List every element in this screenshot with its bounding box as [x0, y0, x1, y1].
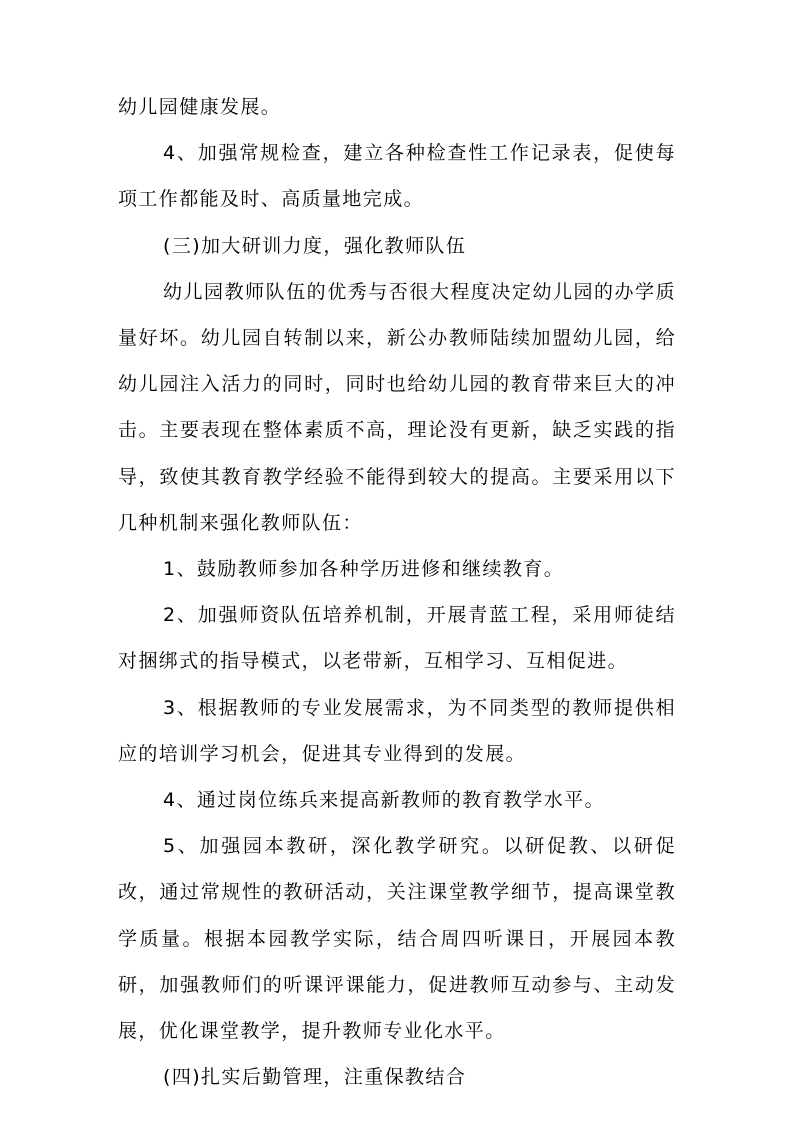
- section-heading-3: (三)加大研训力度，强化教师队伍: [163, 234, 467, 257]
- paragraph-item-3: 3、根据教师的专业发展需求，为不同类型的教师提供相应的培训学习机会，促进其专业得到的发展。: [118, 696, 676, 765]
- paragraph-teacher-team: 幼儿园教师队伍的优秀与否很大程度决定幼儿园的办学质量好坏。幼儿园自转制以来，新公办教师陆续加盟幼儿园，给幼儿园注入活力的同时，同时也给幼儿园的教育带来巨大的冲击。主要表现在整体素质不高，理论没有更新，缺乏实践的指导，致使其教育教学经验不能得到较大的提高。主要采用以下几种机制来强化教师队伍：: [118, 280, 676, 534]
- paragraph-item-5: 5、加强园本教研，深化教学研究。以研促教、以研促改，通过常规性的教研活动，关注课堂教学细节，提高课堂教学质量。根据本园教学实际，结合周四听课日，开展园本教研，加强教师们的听课评课能力，促进教师互动参与、主动发展，优化课堂教学，提升教师专业化水平。: [118, 835, 676, 1043]
- paragraph-item-1: 1、鼓励教师参加各种学历进修和继续教育。: [163, 558, 565, 581]
- document-body: [118, 84, 676, 1100]
- paragraph-item-2: 2、加强师资队伍培养机制，开展青蓝工程，采用师徒结对捆绑式的指导模式，以老带新，互相学习、互相促进。: [118, 604, 676, 673]
- paragraph-item-4: 4、通过岗位练兵来提高新教师的教育教学水平。: [163, 789, 605, 812]
- paragraph-continuation: 幼儿园健康发展。: [118, 96, 282, 118]
- paragraph-item-4-routine-inspection: 4、加强常规检查，建立各种检查性工作记录表，促使每项工作都能及时、高质量地完成。: [118, 142, 676, 211]
- section-heading-4: (四)扎实后勤管理，注重保教结合: [163, 1066, 467, 1089]
